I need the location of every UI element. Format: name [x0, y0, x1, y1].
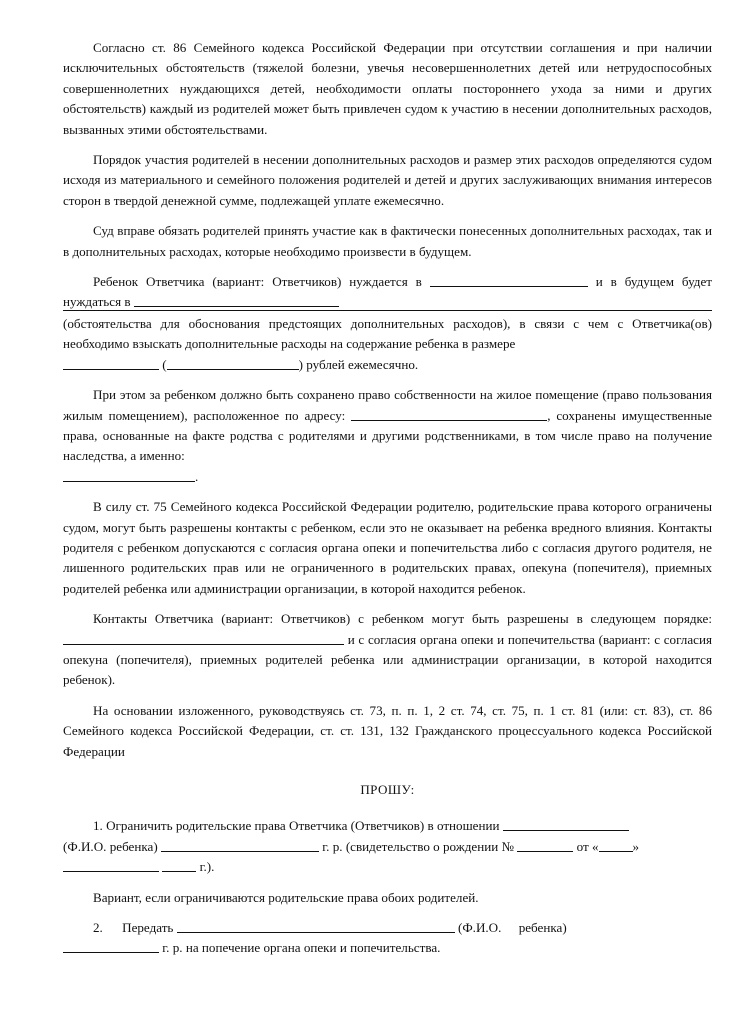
item2-text-e: г. р. на попечение органа опеки и попечительства.: [162, 940, 441, 956]
blank-child-need-1[interactable]: [430, 274, 588, 287]
child-needs-text-b: и в будущем будет нуждаться в: [63, 274, 712, 310]
paragraph-child-needs: [63, 272, 712, 313]
item2-text-b: Передать: [122, 920, 174, 936]
heading-request: ПРОШУ:: [360, 782, 415, 797]
item1-text-c: г. р. (свидетельство о рождении №: [322, 838, 515, 854]
item1-text-e: »: [632, 838, 640, 854]
child-needs-text-a: Ребенок Ответчика (вариант: Ответчиков) нуждается в: [93, 274, 422, 290]
paragraph-contacts-order: [63, 609, 712, 691]
item1-text-f: г.).: [199, 859, 215, 875]
blank-item1-month[interactable]: [63, 859, 159, 872]
paragraph-article-86: Согласно ст. 86 Семейного кодекса Российской Федерации при отсутствии соглашения и при наличии исключительных обстоятельств (тяжелой болезни, увечья несовершеннолетних детей или нетрудоспособных совершеннолетних нуждающихся детей, необходимости оплаты постороннего ухода за ними и других обстоятельств) каждый из родителей может быть привлечен судом к участию в несении дополнительных расходов, вызванных этими обстоятельствами.: [63, 40, 712, 137]
blank-inheritance-detail[interactable]: [63, 468, 195, 481]
amount-close-text: ) рублей ежемесячно.: [298, 356, 419, 372]
paragraph-child-needs-cont: [63, 314, 712, 375]
housing-text-a: При этом за ребенком должно быть сохранено право собственности на жилое помещение (право пользования жилым помещением), расположенное по адресу:: [63, 387, 712, 423]
contacts-text-b: и с согласия органа опеки и попечительства (вариант: с согласия опекуна (попечителя), приемных родителей ребенка или администрации организации, в которой находится ребенок).: [63, 631, 712, 688]
blank-item1-birth-year[interactable]: [161, 838, 319, 851]
paragraph-order-of-participation: Порядок участия родителей в несении дополнительных расходов и размер этих расходов определяются судом исходя из материального и семейного положения родителей и детей и других заслуживающих внимания интересов сторон в твердой денежной сумме, подлежащей уплате ежемесячно.: [63, 152, 712, 208]
housing-text-b: , сохранены имущественные права, основанные на факте родства с родителями и другими родственниками, в том числе право на получение наследства, а именно:: [63, 407, 712, 464]
item1-text-d: от «: [576, 838, 599, 854]
contacts-text-a: Контакты Ответчика (вариант: Ответчиков) с ребенком могут быть разрешены в следующем порядке:: [93, 611, 712, 627]
variant-note: [63, 888, 712, 908]
blank-amount-digits[interactable]: [63, 356, 159, 369]
blank-item1-day[interactable]: [599, 838, 633, 851]
paragraph-article-75: В силу ст. 75 Семейного кодекса Российской Федерации родителю, родительские права которого ограничены судом, могут быть разрешены контакты с ребенком, если это не оказывает на ребенка вредного влияния. Контакты родителя с ребенком допускаются с согласия органа опеки и попечительства либо с согласия другого родителя, не лишенного родительских прав или не ограниченного в родительских правах, опекуна (попечителя), приемных родителей ребенка или администрации организации, в которой находится ребенок.: [63, 499, 712, 596]
paragraph-legal-basis: На основании изложенного, руководствуясь ст. 73, п. п. 1, 2 ст. 74, ст. 75, п. 1 ст. 81 (или: ст. 83), ст. 86 Семейного кодекса Российской Федерации, ст. ст. 131, 132 Гражданского процессуального кодекса Российской Федерации: [63, 702, 712, 759]
item2-number: 2.: [93, 920, 103, 936]
blank-item2-birth-year[interactable]: [63, 940, 159, 953]
housing-text-c: .: [195, 468, 199, 484]
blank-amount-words[interactable]: [167, 356, 299, 369]
item1-text-a: 1. Ограничить родительские права Ответчика (Ответчиков) в отношении: [93, 818, 500, 834]
blank-child-need-2[interactable]: [134, 294, 339, 307]
request-item-2: [63, 918, 712, 959]
blank-housing-address[interactable]: [351, 407, 547, 420]
request-item-1: [63, 816, 712, 877]
paragraph-inheritance-blank: [63, 467, 712, 487]
paragraph-housing-rights: [63, 385, 712, 467]
item2-text-c: (Ф.И.О.: [457, 920, 502, 936]
blank-contacts-order[interactable]: [63, 631, 344, 644]
blank-item1-year[interactable]: [162, 859, 196, 872]
variant-note-text: Вариант, если ограничиваются родительские права обоих родителей.: [93, 889, 479, 905]
blank-item1-child-name[interactable]: [503, 818, 629, 831]
amount-open-paren: (: [162, 356, 167, 372]
item2-text-d: ребенка): [518, 920, 567, 936]
blank-item2-child-name[interactable]: [177, 920, 455, 933]
blank-item1-certificate-number[interactable]: [517, 838, 573, 851]
document-body: [63, 38, 712, 959]
child-needs-text-c: (обстоятельства для обоснования предстоящих дополнительных расходов), в связи с чем с Ответчика(ов) необходимо взыскать дополнительные расходы на содержание ребенка в размере: [63, 315, 712, 352]
item1-text-b: (Ф.И.О. ребенка): [63, 838, 158, 854]
paragraph-court-may-oblige: Суд вправе обязать родителей принять участие как в фактически понесенных дополнительных расходах, так и в дополнительных расходах, которые необходимо произвести в будущем.: [63, 223, 712, 259]
